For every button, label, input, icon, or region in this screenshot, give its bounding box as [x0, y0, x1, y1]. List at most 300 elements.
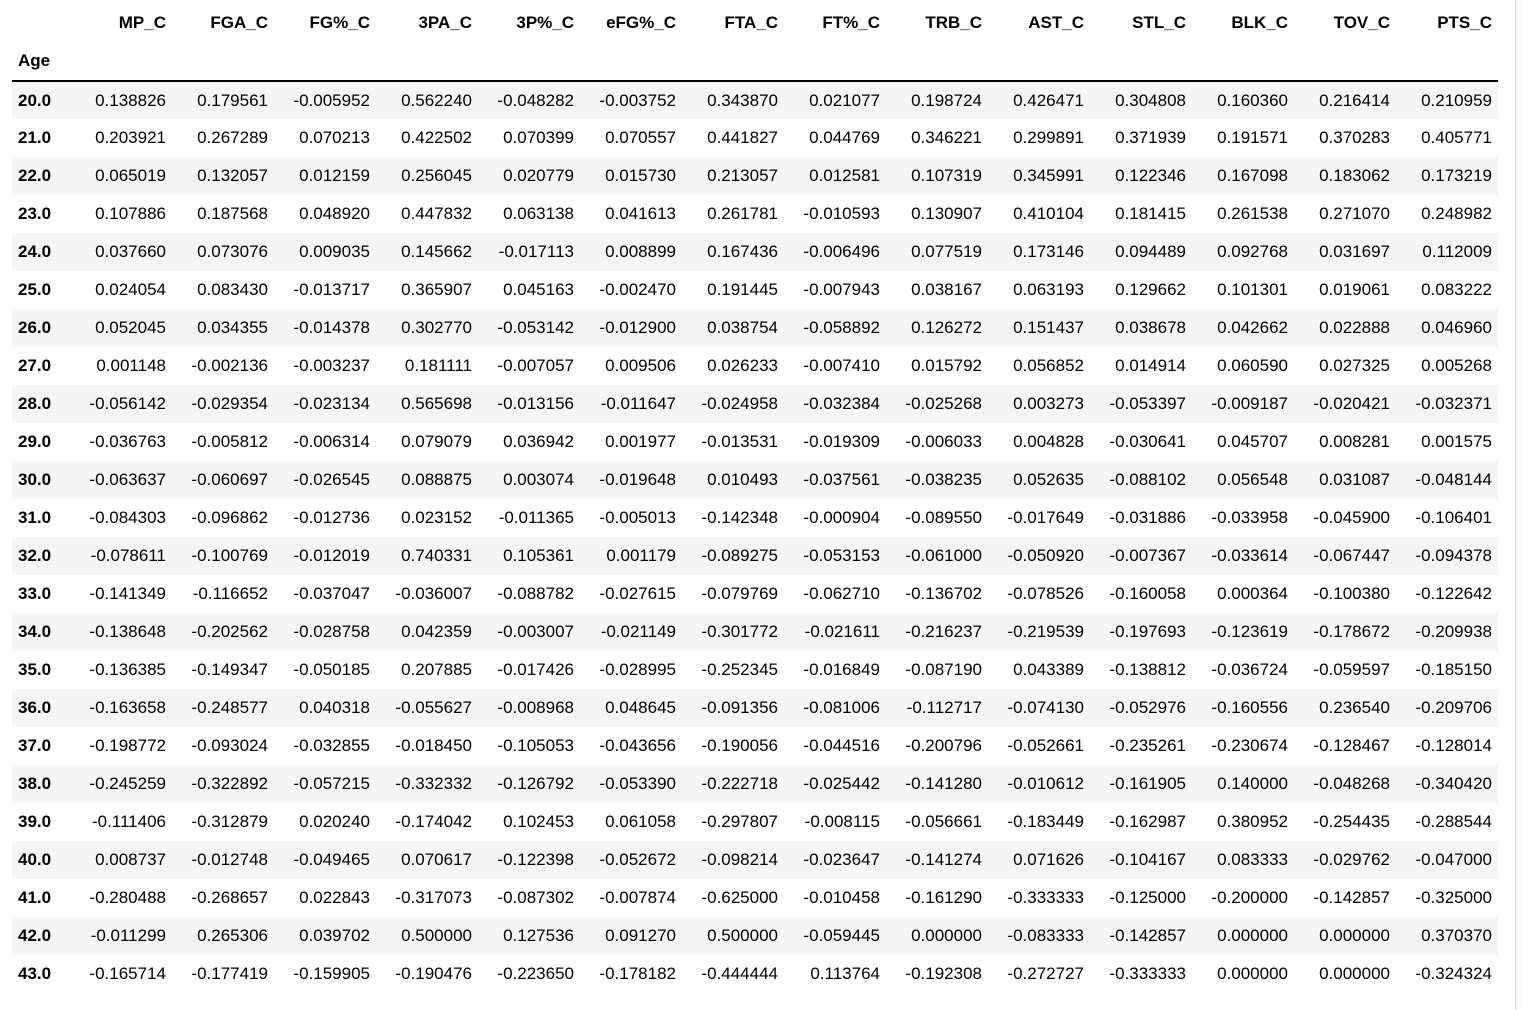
table-cell: 0.065019 [95, 166, 166, 185]
column-header: FT%_C [822, 13, 880, 32]
table-cell: 0.102453 [503, 812, 574, 831]
table-cell: -0.056661 [905, 812, 982, 831]
table-cell: -0.087190 [905, 660, 982, 679]
table-cell: -0.009187 [1211, 394, 1288, 413]
table-cell: -0.272727 [1007, 964, 1084, 983]
table-cell: -0.005952 [293, 90, 370, 110]
table-body [12, 81, 1498, 993]
table-cell: -0.093024 [191, 736, 268, 755]
table-cell: -0.178672 [1313, 622, 1390, 641]
table-cell: -0.036724 [1211, 660, 1288, 679]
table-cell: 0.008899 [605, 242, 676, 261]
table-cell: 0.043389 [1013, 660, 1084, 679]
table-cell: -0.128467 [1313, 736, 1390, 755]
table-cell: 0.036942 [503, 432, 574, 451]
table-cell: -0.003237 [293, 356, 370, 375]
table-row [12, 841, 1498, 879]
table-cell: -0.019309 [803, 432, 880, 451]
table-cell: -0.142857 [1109, 926, 1186, 945]
table-cell: -0.317073 [395, 888, 472, 907]
table-cell: 0.145662 [401, 242, 472, 261]
table-cell: 0.380952 [1217, 812, 1288, 831]
table-cell: 0.265306 [197, 926, 268, 945]
table-cell: -0.029354 [191, 394, 268, 413]
table-cell: 0.426471 [1013, 90, 1084, 110]
table-cell: -0.010612 [1007, 774, 1084, 793]
column-header: FTA_C [724, 13, 778, 32]
table-cell: -0.019648 [599, 470, 676, 489]
table-cell: -0.043656 [599, 736, 676, 755]
table-cell: 0.031087 [1319, 470, 1390, 489]
table-cell: -0.245259 [89, 774, 166, 793]
table-cell: 0.181415 [1115, 204, 1186, 223]
table-row [12, 119, 1498, 157]
table-cell: -0.012900 [599, 318, 676, 337]
table-cell: -0.105053 [497, 736, 574, 755]
table-cell: 0.039702 [299, 926, 370, 945]
table-cell: -0.021611 [804, 622, 880, 641]
table-row [12, 195, 1498, 233]
table-cell: 0.129662 [1115, 280, 1186, 299]
table-cell: 0.261781 [707, 204, 778, 223]
table-cell: -0.089275 [701, 546, 778, 565]
table-cell: -0.050185 [293, 660, 370, 679]
row-index-label: 26.0 [18, 318, 52, 337]
table-cell: -0.027615 [599, 584, 676, 603]
table-cell: -0.078526 [1007, 584, 1084, 603]
table-cell: -0.197693 [1109, 622, 1186, 641]
index-name-row-blank [580, 42, 682, 81]
table-cell: 0.091270 [605, 926, 676, 945]
table-cell: 0.003273 [1013, 394, 1084, 413]
table-cell: -0.007057 [497, 356, 574, 375]
table-cell: 0.056852 [1013, 356, 1084, 375]
table-cell: -0.002470 [599, 280, 676, 299]
table-cell: 0.105361 [503, 546, 574, 565]
table-cell: 0.370370 [1421, 926, 1492, 945]
table-cell: -0.325000 [1415, 888, 1492, 907]
table-cell: -0.056142 [89, 394, 166, 413]
row-index-label: 42.0 [18, 926, 52, 945]
table-cell: 0.083430 [197, 280, 268, 299]
table-cell: -0.048144 [1415, 470, 1492, 489]
table-cell: -0.312879 [191, 812, 268, 831]
table-cell: 0.060590 [1217, 356, 1288, 375]
table-cell: 0.441827 [707, 128, 778, 147]
column-header: STL_C [1132, 13, 1186, 32]
table-cell: 0.019061 [1319, 280, 1390, 299]
index-name-row-blank [70, 42, 172, 81]
table-cell: -0.025268 [905, 394, 982, 413]
table-row [12, 271, 1498, 309]
table-cell: -0.052672 [599, 850, 676, 869]
table-cell: 0.000000 [1217, 926, 1288, 945]
table-cell: -0.200000 [1211, 888, 1288, 907]
table-cell: -0.016849 [803, 660, 880, 679]
table-cell: -0.008115 [804, 812, 880, 831]
row-index-label: 40.0 [18, 850, 52, 869]
vertical-scrollbar[interactable] [1515, 0, 1522, 1010]
table-cell: 0.000000 [1319, 926, 1390, 945]
table-cell: -0.026545 [293, 470, 370, 489]
table-cell: -0.223650 [497, 964, 574, 983]
table-cell: 0.015730 [605, 166, 676, 185]
table-cell: 0.365907 [401, 280, 472, 299]
table-cell: 0.094489 [1115, 242, 1186, 261]
table-cell: -0.021149 [600, 622, 676, 641]
table-cell: 0.014914 [1115, 356, 1186, 375]
table-cell: -0.138648 [89, 622, 166, 641]
row-index-label: 23.0 [18, 204, 52, 223]
table-cell: 0.073076 [197, 242, 268, 261]
table-cell: -0.106401 [1415, 508, 1492, 527]
table-row [12, 309, 1498, 347]
table-cell: 0.422502 [401, 128, 472, 147]
index-name-row-blank [1090, 42, 1192, 81]
row-index-label: 35.0 [18, 660, 52, 679]
table-cell: -0.006496 [803, 242, 880, 261]
table-cell: 0.130907 [911, 204, 982, 223]
table-cell: 0.038167 [911, 280, 982, 299]
column-header: 3P%_C [516, 13, 574, 32]
table-cell: -0.048268 [1313, 774, 1390, 793]
table-cell: -0.049465 [293, 850, 370, 869]
table-cell: -0.017649 [1007, 508, 1084, 527]
table-cell: -0.036763 [89, 432, 166, 451]
table-cell: -0.024958 [701, 394, 778, 413]
table-cell: 0.500000 [401, 926, 472, 945]
table-cell: -0.174042 [395, 812, 472, 831]
column-header: MP_C [118, 13, 166, 32]
row-index-label: 27.0 [18, 356, 52, 375]
table-cell: -0.052976 [1109, 698, 1186, 717]
table-cell: -0.128014 [1415, 736, 1492, 755]
row-index-label: 29.0 [18, 432, 52, 451]
table-cell: 0.046960 [1421, 318, 1492, 337]
table-cell: 0.198724 [911, 90, 982, 110]
table-cell: -0.444444 [701, 964, 778, 983]
table-cell: 0.048645 [605, 698, 676, 717]
table-cell: 0.562240 [401, 90, 472, 110]
row-index-label: 32.0 [18, 546, 52, 565]
table-cell: 0.207885 [401, 660, 472, 679]
table-cell: 0.740331 [401, 546, 472, 565]
table-cell: -0.096862 [191, 508, 268, 527]
index-name-row-blank [784, 42, 886, 81]
column-header: FGA_C [210, 13, 268, 32]
table-cell: 0.052045 [95, 318, 166, 337]
table-cell: 0.048920 [299, 204, 370, 223]
table-row [12, 803, 1498, 841]
table-cell: -0.059597 [1313, 660, 1390, 679]
row-index-label: 22.0 [18, 166, 52, 185]
table-cell: 0.167098 [1217, 166, 1288, 185]
table-cell: -0.192308 [905, 964, 982, 983]
table-cell: 0.000000 [1319, 964, 1390, 983]
table-cell: 0.092768 [1217, 242, 1288, 261]
table-cell: -0.136702 [905, 584, 982, 603]
table-cell: -0.060697 [191, 470, 268, 489]
column-header-row [12, 4, 1498, 42]
table-cell: -0.216237 [905, 622, 982, 641]
row-index-label: 37.0 [18, 736, 52, 755]
table-cell: -0.017113 [498, 242, 574, 261]
table-cell: -0.013717 [293, 280, 370, 299]
table-cell: 0.000000 [1217, 964, 1288, 983]
table-cell: 0.447832 [401, 204, 472, 223]
table-cell: -0.033614 [1211, 546, 1288, 565]
table-cell: -0.160058 [1109, 584, 1186, 603]
table-cell: -0.100769 [191, 546, 268, 565]
table-cell: -0.028995 [599, 660, 676, 679]
index-name-row-blank [1192, 42, 1294, 81]
table-cell: -0.190056 [701, 736, 778, 755]
table-cell: -0.011647 [600, 394, 676, 413]
table-cell: 0.001179 [606, 546, 676, 565]
table-row [12, 765, 1498, 803]
table-cell: -0.178182 [599, 964, 676, 983]
row-index-label: 20.0 [18, 90, 52, 110]
table-cell: -0.059445 [803, 926, 880, 945]
table-cell: -0.324324 [1415, 964, 1492, 983]
table-cell: 0.005268 [1421, 356, 1492, 375]
table-row [12, 233, 1498, 271]
table-cell: 0.042662 [1217, 318, 1288, 337]
table-cell: 0.022888 [1319, 318, 1390, 337]
table-cell: 0.070399 [503, 128, 574, 147]
index-name-row-blank [886, 42, 988, 81]
column-header: PTS_C [1437, 13, 1492, 32]
table-cell: -0.089550 [905, 508, 982, 527]
table-cell: -0.081006 [803, 698, 880, 717]
table-cell: 0.410104 [1013, 204, 1084, 223]
table-cell: 0.179561 [197, 90, 268, 110]
table-cell: -0.006033 [905, 432, 982, 451]
table-cell: 0.008737 [95, 850, 166, 869]
table-cell: 0.070557 [605, 128, 676, 147]
table-row [12, 917, 1498, 955]
table-row [12, 651, 1498, 689]
table-cell: -0.037047 [293, 584, 370, 603]
row-index-label: 39.0 [18, 812, 52, 831]
table-cell: -0.078611 [90, 546, 166, 565]
table-cell: -0.122642 [1415, 584, 1492, 603]
table-cell: -0.045900 [1313, 508, 1390, 527]
table-cell: 0.210959 [1421, 90, 1492, 110]
table-cell: 0.191571 [1217, 128, 1288, 147]
table-cell: -0.183449 [1007, 812, 1084, 831]
table-row [12, 157, 1498, 195]
table-cell: 0.070617 [401, 850, 472, 869]
table-cell: -0.010593 [803, 204, 880, 223]
table-cell: 0.024054 [95, 280, 166, 299]
table-cell: -0.003007 [497, 622, 574, 641]
table-cell: 0.500000 [707, 926, 778, 945]
table-cell: -0.002136 [191, 356, 268, 375]
table-cell: 0.271070 [1319, 204, 1390, 223]
table-cell: 0.070213 [299, 128, 370, 147]
table-row [12, 955, 1498, 993]
table-cell: 0.041613 [605, 204, 676, 223]
table-cell: 0.027325 [1319, 356, 1390, 375]
table-cell: -0.268657 [191, 888, 268, 907]
table-cell: 0.052635 [1013, 470, 1084, 489]
table-cell: -0.023134 [293, 394, 370, 413]
table-cell: 0.236540 [1319, 698, 1390, 717]
column-header: eFG%_C [606, 13, 676, 32]
row-index-label: 30.0 [18, 470, 52, 489]
table-cell: -0.088102 [1109, 470, 1186, 489]
table-cell: -0.083333 [1007, 926, 1084, 945]
table-cell: 0.261538 [1217, 204, 1288, 223]
column-header: BLK_C [1231, 13, 1288, 32]
table-cell: 0.181111 [404, 356, 472, 375]
table-cell: -0.322892 [191, 774, 268, 793]
table-cell: -0.222718 [701, 774, 778, 793]
table-cell: 0.001148 [96, 356, 166, 375]
table-row [12, 385, 1498, 423]
table-cell: -0.074130 [1007, 698, 1084, 717]
row-index-label: 41.0 [18, 888, 52, 907]
table-cell: 0.203921 [95, 128, 166, 147]
table-cell: -0.032384 [803, 394, 880, 413]
table-cell: -0.007874 [599, 888, 676, 907]
table-cell: 0.173146 [1013, 242, 1084, 261]
table-cell: 0.010493 [707, 470, 778, 489]
table-cell: 0.003074 [503, 470, 574, 489]
table-cell: -0.112717 [906, 698, 982, 717]
row-index-label: 31.0 [18, 508, 52, 527]
table-cell: -0.149347 [191, 660, 268, 679]
table-cell: -0.032855 [293, 736, 370, 755]
column-header: 3PA_C [418, 13, 472, 32]
table-cell: 0.012581 [809, 166, 880, 185]
index-corner-cell [12, 4, 70, 42]
table-cell: -0.142857 [1313, 888, 1390, 907]
table-cell: -0.038235 [905, 470, 982, 489]
table-cell: -0.012748 [191, 850, 268, 869]
table-cell: -0.161290 [905, 888, 982, 907]
table-cell: 0.020240 [299, 812, 370, 831]
table-cell: 0.000000 [911, 926, 982, 945]
table-cell: 0.213057 [707, 166, 778, 185]
table-cell: -0.005013 [599, 508, 676, 527]
table-cell: 0.302770 [401, 318, 472, 337]
table-cell: -0.000904 [803, 508, 880, 527]
table-cell: -0.063637 [89, 470, 166, 489]
table-cell: -0.029762 [1313, 850, 1390, 869]
table-row [12, 727, 1498, 765]
table-cell: -0.190476 [395, 964, 472, 983]
row-index-label: 38.0 [18, 774, 52, 793]
table-cell: -0.625000 [701, 888, 778, 907]
table-cell: 0.042359 [401, 622, 472, 641]
table-cell: -0.032371 [1415, 394, 1492, 413]
table-cell: 0.021077 [809, 90, 880, 110]
index-name-label: Age [18, 51, 51, 70]
column-header: FG%_C [309, 13, 370, 32]
table-cell: 0.173219 [1421, 166, 1492, 185]
table-cell: -0.202562 [191, 622, 268, 641]
dataframe-table [12, 4, 1498, 993]
table-cell: -0.160556 [1211, 698, 1288, 717]
table-cell: -0.010458 [803, 888, 880, 907]
table-cell: 0.034355 [197, 318, 268, 337]
table-cell: -0.033958 [1211, 508, 1288, 527]
table-cell: 0.079079 [401, 432, 472, 451]
table-cell: -0.061000 [905, 546, 982, 565]
row-index-label: 36.0 [18, 698, 52, 717]
table-cell: 0.160360 [1217, 90, 1288, 110]
table-cell: -0.007367 [1109, 546, 1186, 565]
table-cell: -0.091356 [701, 698, 778, 717]
table-cell: -0.235261 [1109, 736, 1186, 755]
table-cell: -0.053142 [497, 318, 574, 337]
table-cell: -0.047000 [1415, 850, 1492, 869]
table-row [12, 879, 1498, 917]
table-cell: 0.140000 [1217, 774, 1288, 793]
table-row [12, 81, 1498, 119]
table-cell: -0.003752 [599, 90, 676, 110]
table-cell: 0.020779 [503, 166, 574, 185]
table-cell: -0.333333 [1007, 888, 1084, 907]
table-cell: 0.063138 [503, 204, 574, 223]
table-cell: 0.044769 [809, 128, 880, 147]
table-cell: -0.252345 [701, 660, 778, 679]
table-row [12, 575, 1498, 613]
table-cell: -0.209938 [1415, 622, 1492, 641]
table-cell: 0.000364 [1217, 584, 1288, 603]
table-header [12, 4, 1498, 81]
table-cell: 0.138826 [95, 90, 166, 110]
table-cell: -0.340420 [1415, 774, 1492, 793]
table-row [12, 689, 1498, 727]
table-cell: -0.013531 [701, 432, 778, 451]
table-cell: -0.123619 [1211, 622, 1288, 641]
table-cell: -0.122398 [497, 850, 574, 869]
table-cell: -0.159905 [293, 964, 370, 983]
table-cell: 0.343870 [707, 90, 778, 110]
table-cell: 0.061058 [605, 812, 676, 831]
table-cell: -0.036007 [395, 584, 472, 603]
table-cell: -0.062710 [803, 584, 880, 603]
table-cell: 0.191445 [707, 280, 778, 299]
table-cell: 0.127536 [503, 926, 574, 945]
index-name-row-blank [172, 42, 274, 81]
table-cell: 0.045163 [503, 280, 574, 299]
table-cell: 0.045707 [1217, 432, 1288, 451]
table-cell: -0.048282 [497, 90, 574, 110]
table-cell: 0.113764 [810, 964, 880, 983]
table-cell: -0.142348 [701, 508, 778, 527]
table-cell: 0.248982 [1421, 204, 1492, 223]
row-index-label: 43.0 [18, 964, 52, 983]
table-cell: -0.053153 [803, 546, 880, 565]
table-cell: -0.018450 [395, 736, 472, 755]
column-header: TRB_C [925, 13, 982, 32]
index-name-row-blank [376, 42, 478, 81]
table-cell: 0.038678 [1115, 318, 1186, 337]
table-cell: -0.161905 [1109, 774, 1186, 793]
table-cell: 0.187568 [197, 204, 268, 223]
table-cell: -0.141349 [89, 584, 166, 603]
table-row [12, 461, 1498, 499]
table-row [12, 613, 1498, 651]
table-cell: 0.040318 [299, 698, 370, 717]
table-cell: 0.037660 [95, 242, 166, 261]
table-cell: 0.063193 [1013, 280, 1084, 299]
table-cell: -0.044516 [803, 736, 880, 755]
